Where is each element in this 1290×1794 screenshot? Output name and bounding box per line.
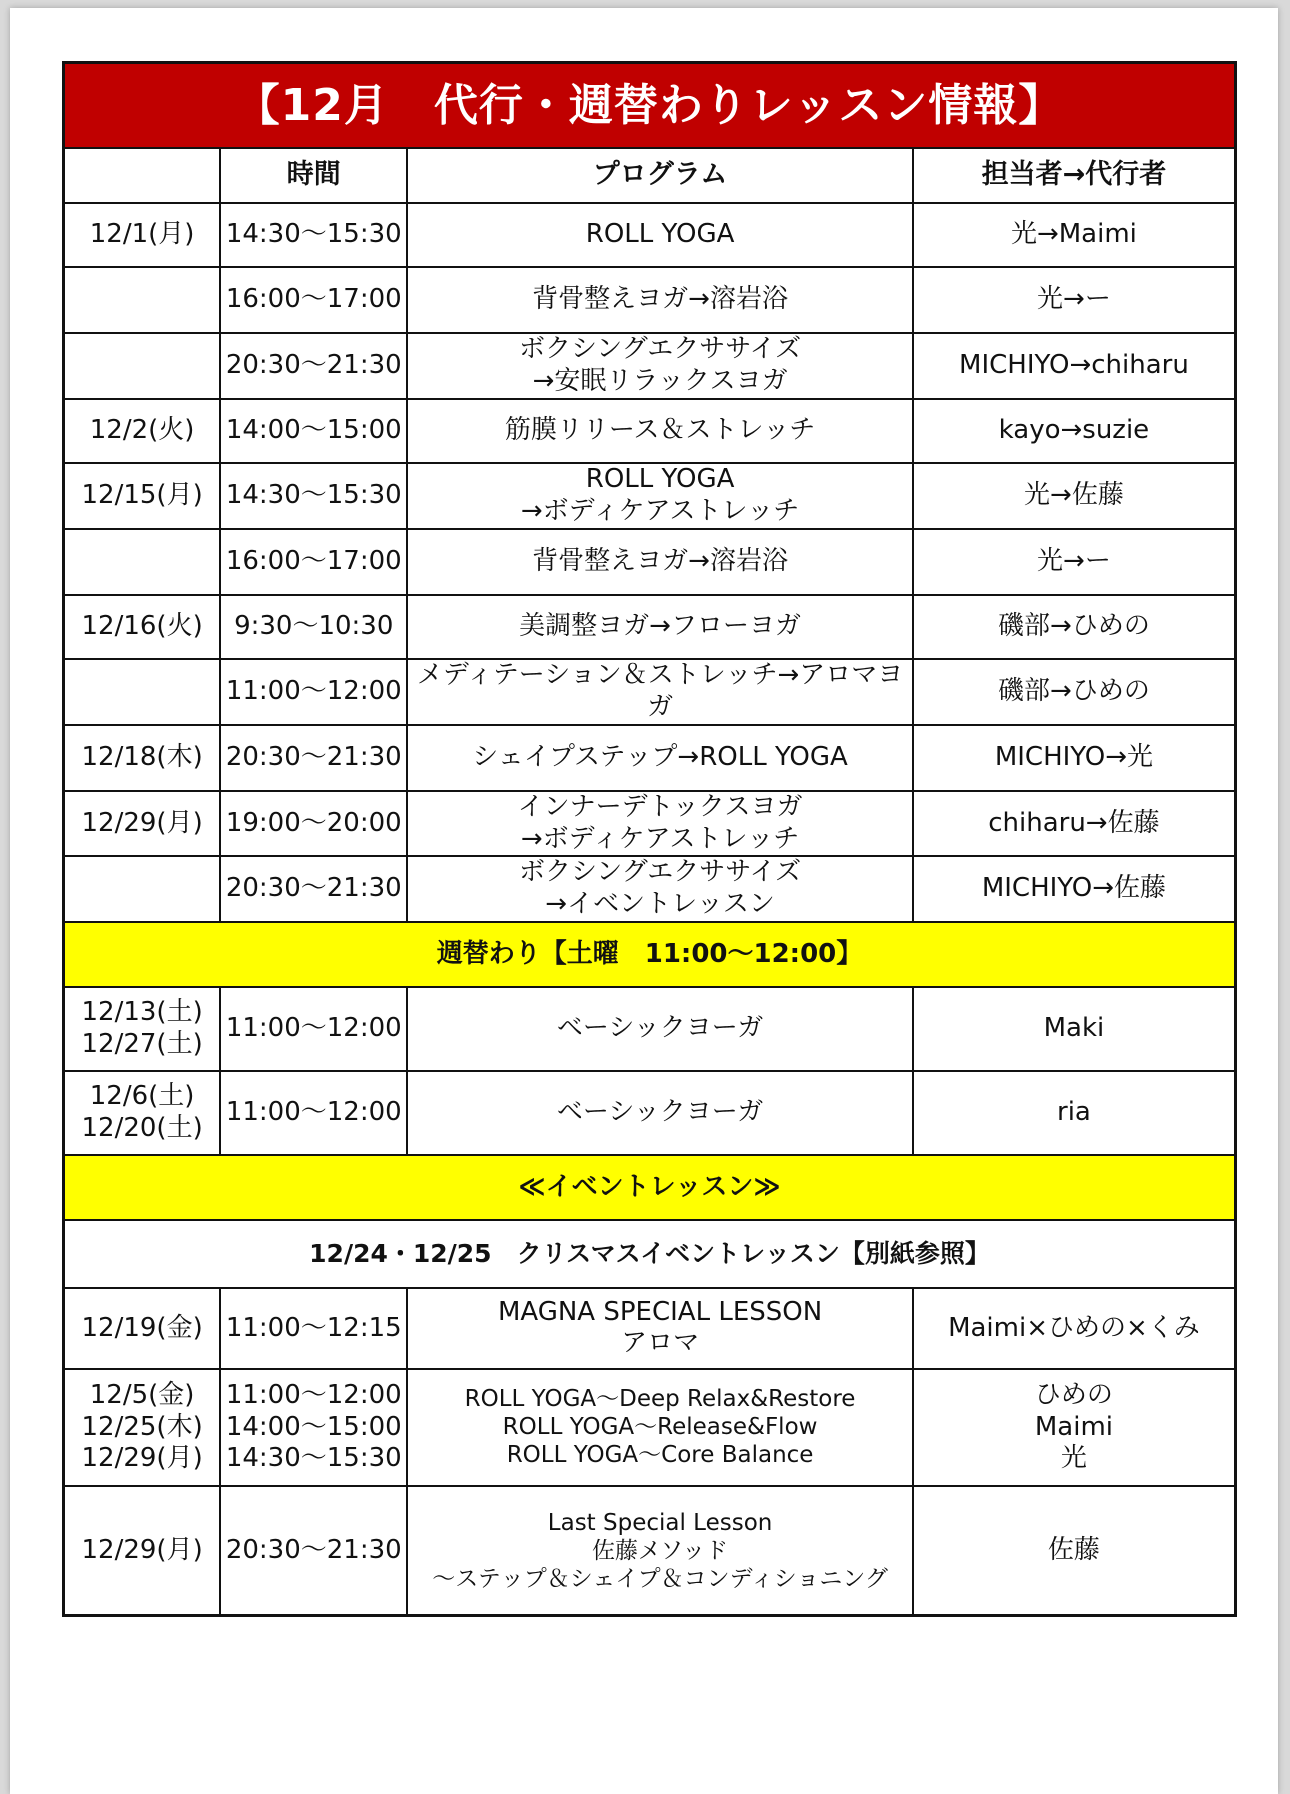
date-cell [64, 725, 221, 791]
date-cell [64, 399, 221, 463]
time-cell-line: 19:00〜20:00 [225, 807, 402, 838]
date-cell-line: 12/29(月) [81, 1534, 203, 1565]
schedule-table [62, 61, 1237, 1617]
program-cell-line: 〜ステップ＆シェイプ＆コンディショニング [432, 1565, 888, 1592]
table-row [64, 399, 1236, 463]
instructor-cell [913, 725, 1236, 791]
time-cell-line: 9:30〜10:30 [234, 611, 394, 642]
header-row [64, 148, 1236, 203]
instructor-cell [913, 1486, 1236, 1616]
table-row [64, 1486, 1236, 1616]
program-cell-line: →イベントレッスン [545, 889, 775, 920]
date-cell-line: 12/1(月) [89, 219, 195, 250]
date-cell [64, 1071, 221, 1155]
program-cell [407, 1071, 913, 1155]
date-cell-line: 12/29(月) [81, 1443, 203, 1474]
program-cell [407, 725, 913, 791]
program-cell [407, 987, 913, 1071]
table-row [64, 529, 1236, 595]
header-program: プログラム [407, 148, 913, 203]
program-cell-line: →ボディケアストレッチ [520, 496, 800, 526]
program-cell [407, 595, 913, 659]
program-cell-line: ベーシックヨーガ [556, 1013, 764, 1044]
instructor-cell-line: MICHIYO→佐藤 [981, 873, 1167, 904]
program-cell-line: ROLL YOGA〜Deep Relax&Restore [464, 1386, 856, 1413]
instructor-cell [913, 1369, 1236, 1486]
instructor-cell-line: Maki [1043, 1013, 1105, 1044]
instructor-cell [913, 1071, 1236, 1155]
table-row [64, 1288, 1236, 1369]
header-date [64, 148, 221, 203]
program-cell [407, 1369, 913, 1486]
table-row [64, 1369, 1236, 1486]
date-cell [64, 659, 221, 725]
program-cell-line: ROLL YOGA〜Release&Flow [502, 1414, 818, 1441]
date-cell [64, 203, 221, 267]
time-cell [220, 267, 407, 333]
time-cell-line: 11:00〜12:00 [225, 1379, 402, 1410]
time-cell-line: 11:00〜12:15 [225, 1312, 402, 1343]
date-cell [64, 463, 221, 529]
program-cell-line: ROLL YOGA〜Core Balance [506, 1442, 814, 1469]
program-cell-line: 背骨整えヨガ→溶岩浴 [532, 284, 788, 315]
instructor-cell [913, 463, 1236, 529]
weekly-band-row [64, 922, 1236, 987]
event-note: 12/24・12/25 クリスマスイベントレッスン【別紙参照】 [64, 1220, 1236, 1288]
instructor-cell-line: 光→ー [1037, 546, 1111, 577]
date-cell [64, 791, 221, 856]
date-cell [64, 856, 221, 921]
table-row [64, 203, 1236, 267]
time-cell [220, 791, 407, 856]
date-cell [64, 987, 221, 1071]
instructor-cell [913, 791, 1236, 856]
instructor-cell-line: kayo→suzie [998, 415, 1150, 446]
program-cell-line: ボクシングエクササイズ [518, 857, 802, 888]
program-cell [407, 529, 913, 595]
time-cell-line: 20:30〜21:30 [225, 1534, 402, 1565]
table-row [64, 987, 1236, 1071]
date-cell-line: 12/29(月) [81, 807, 203, 838]
instructor-cell-line: ria [1057, 1097, 1091, 1128]
instructor-cell-line: 光→ー [1037, 284, 1111, 315]
table-row [64, 267, 1236, 333]
time-cell [220, 856, 407, 921]
table-row [64, 659, 1236, 725]
program-cell-line: ボクシングエクササイズ [518, 334, 802, 365]
instructor-cell-line: MICHIYO→chiharu [959, 350, 1189, 381]
time-cell-line: 20:30〜21:30 [225, 350, 402, 381]
time-cell-line: 20:30〜21:30 [225, 873, 402, 904]
date-cell [64, 529, 221, 595]
time-cell [220, 463, 407, 529]
program-cell-line: 筋膜リリース＆ストレッチ [504, 415, 816, 446]
table-row [64, 1071, 1236, 1155]
time-cell-line: 14:30〜15:30 [225, 219, 402, 250]
date-cell-line: 12/27(土) [81, 1028, 203, 1059]
time-cell [220, 659, 407, 725]
time-cell-line: 14:30〜15:30 [225, 1443, 402, 1474]
date-cell [64, 595, 221, 659]
instructor-cell [913, 399, 1236, 463]
event-band-row [64, 1155, 1236, 1220]
table-row [64, 856, 1236, 921]
time-cell [220, 1486, 407, 1616]
instructor-cell-line: chiharu→佐藤 [988, 807, 1160, 838]
time-cell [220, 333, 407, 399]
header-time: 時間 [220, 148, 407, 203]
time-cell-line: 16:00〜17:00 [225, 284, 402, 315]
date-cell-line: 12/16(火) [81, 611, 203, 642]
time-cell [220, 1288, 407, 1369]
date-cell [64, 1486, 221, 1616]
time-cell-line: 14:30〜15:30 [225, 480, 402, 511]
page-title: 【12月 代行・週替わりレッスン情報】 [64, 63, 1236, 149]
date-cell-line: 12/25(木) [81, 1411, 203, 1442]
program-cell-line: Last Special Lesson [547, 1509, 773, 1536]
instructor-cell [913, 659, 1236, 725]
date-cell [64, 267, 221, 333]
program-cell-line: →ボディケアストレッチ [520, 823, 800, 854]
date-cell-line: 12/20(土) [81, 1112, 203, 1143]
time-cell-line: 16:00〜17:00 [225, 546, 402, 577]
table-row [64, 725, 1236, 791]
time-cell-line: 11:00〜12:00 [225, 1097, 402, 1128]
time-cell [220, 1071, 407, 1155]
date-cell-line: 12/2(火) [89, 415, 195, 446]
program-cell [407, 267, 913, 333]
time-cell-line: 11:00〜12:00 [225, 676, 402, 707]
date-cell-line: 12/15(月) [81, 480, 203, 511]
program-cell-line: 佐藤メソッド [591, 1537, 729, 1564]
instructor-cell-line: Maimi×ひめの×くみ [948, 1312, 1200, 1343]
instructor-cell [913, 267, 1236, 333]
program-cell [407, 659, 913, 725]
header-instructor: 担当者→代行者 [913, 148, 1236, 203]
time-cell-line: 11:00〜12:00 [225, 1013, 402, 1044]
instructor-cell-line: 佐藤 [1047, 1534, 1100, 1565]
instructor-cell-line: 光 [1060, 1443, 1087, 1474]
table-row [64, 463, 1236, 529]
instructor-cell [913, 529, 1236, 595]
time-cell [220, 399, 407, 463]
program-cell-line: アロマ [621, 1328, 700, 1359]
program-cell [407, 1288, 913, 1369]
program-cell-line: メディテーション＆ストレッチ→アロマヨガ [416, 660, 904, 722]
program-cell-line: MAGNA SPECIAL LESSON [497, 1296, 823, 1327]
time-cell [220, 595, 407, 659]
date-cell [64, 1369, 221, 1486]
program-cell-line: インナーデトックスヨガ [517, 792, 803, 822]
date-cell [64, 1288, 221, 1369]
instructor-cell-line: 磯部→ひめの [998, 611, 1150, 642]
time-cell [220, 203, 407, 267]
instructor-cell [913, 987, 1236, 1071]
program-cell-line: シェイプステップ→ROLL YOGA [472, 742, 848, 773]
time-cell-line: 14:00〜15:00 [225, 415, 402, 446]
program-cell [407, 463, 913, 529]
time-cell [220, 725, 407, 791]
table-row [64, 333, 1236, 399]
program-cell [407, 399, 913, 463]
time-cell-line: 20:30〜21:30 [225, 742, 402, 773]
event-note-row [64, 1220, 1236, 1288]
document-page [10, 8, 1278, 1794]
program-cell-line: ROLL YOGA [585, 219, 735, 250]
instructor-cell-line: ひめの [1034, 1379, 1113, 1410]
program-cell-line: 美調整ヨガ→フローヨガ [519, 611, 801, 642]
instructor-cell [913, 856, 1236, 921]
instructor-cell-line: 磯部→ひめの [998, 676, 1150, 707]
date-cell-line: 12/19(金) [81, 1312, 203, 1343]
program-cell [407, 203, 913, 267]
program-cell [407, 1486, 913, 1616]
instructor-cell-line: 光→佐藤 [1024, 480, 1124, 511]
program-cell-line: 背骨整えヨガ→溶岩浴 [532, 546, 788, 577]
program-cell [407, 791, 913, 856]
program-cell [407, 856, 913, 921]
date-cell-line: 12/6(土) [89, 1081, 195, 1112]
time-cell [220, 529, 407, 595]
program-cell-line: →安眠リラックスヨガ [532, 366, 788, 396]
instructor-cell-line: Maimi [1034, 1411, 1113, 1442]
instructor-cell-line: MICHIYO→光 [994, 742, 1154, 773]
program-cell-line: ROLL YOGA [585, 464, 735, 495]
instructor-cell [913, 203, 1236, 267]
time-cell-line: 14:00〜15:00 [225, 1411, 402, 1442]
time-cell [220, 987, 407, 1071]
instructor-cell [913, 333, 1236, 399]
program-cell [407, 333, 913, 399]
date-cell-line: 12/13(土) [81, 997, 203, 1028]
program-cell-line: ベーシックヨーガ [556, 1097, 764, 1128]
instructor-cell-line: 光→Maimi [1010, 219, 1137, 250]
table-row [64, 791, 1236, 856]
instructor-cell [913, 1288, 1236, 1369]
date-cell [64, 333, 221, 399]
weekly-band: 週替わり【土曜 11:00〜12:00】 [64, 922, 1236, 987]
table-row [64, 595, 1236, 659]
time-cell [220, 1369, 407, 1486]
date-cell-line: 12/18(木) [81, 742, 203, 773]
event-band: ≪イベントレッスン≫ [64, 1155, 1236, 1220]
instructor-cell [913, 595, 1236, 659]
date-cell-line: 12/5(金) [89, 1379, 195, 1410]
